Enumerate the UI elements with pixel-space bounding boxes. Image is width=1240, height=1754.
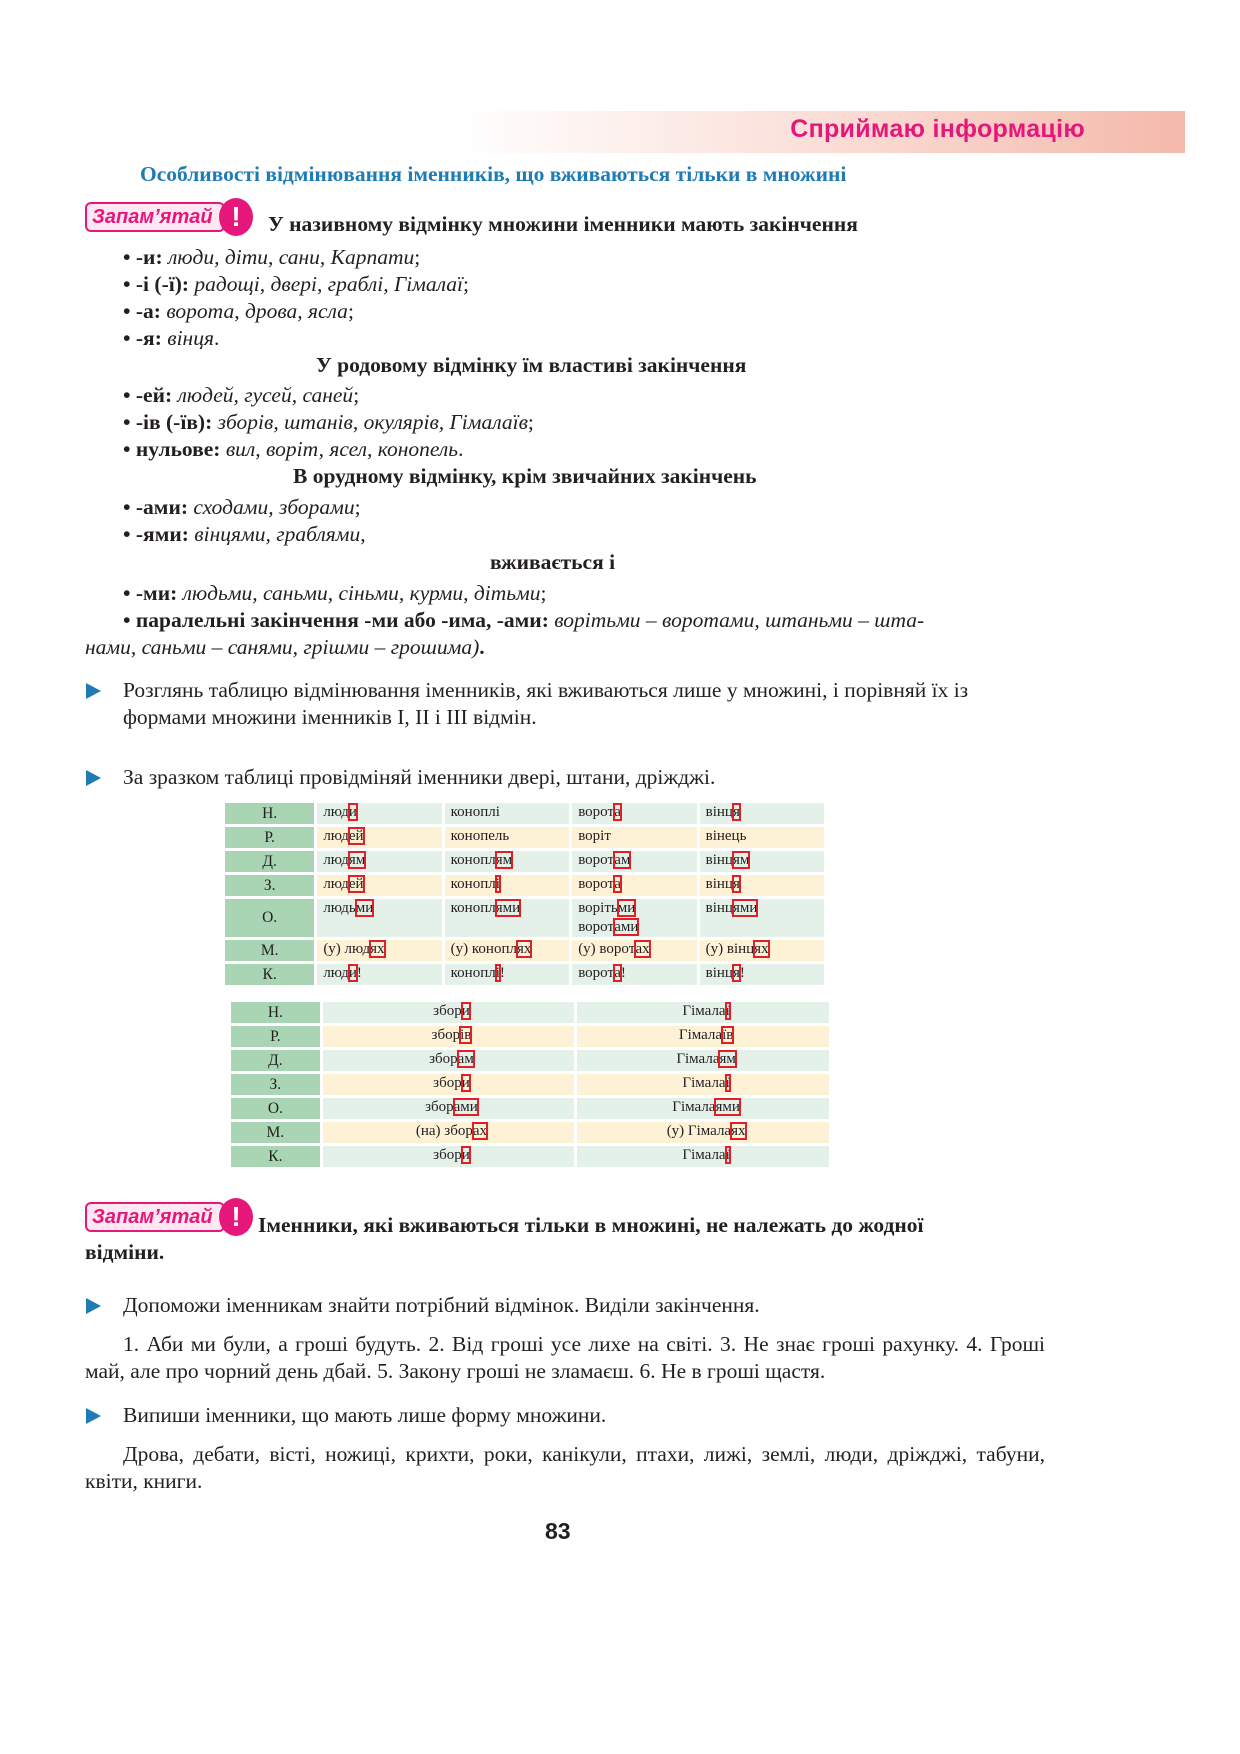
word-ending: и <box>461 1075 470 1091</box>
word-stem: конопель <box>450 828 510 844</box>
word-ending: ми <box>355 900 374 916</box>
remember-label: Запам’ятай <box>85 202 225 232</box>
word-ending: а <box>614 804 621 820</box>
case-label: З. <box>225 875 314 896</box>
table-cell <box>317 899 441 937</box>
list-item: • нульове: вил, воріт, ясел, конопель. <box>123 437 464 461</box>
case-label: Р. <box>231 1026 320 1047</box>
remember-label: Запам’ятай <box>85 1202 225 1232</box>
word-ending: ям <box>348 852 366 868</box>
word-ending: ях <box>731 1123 746 1139</box>
case-label: О. <box>231 1098 320 1119</box>
table-row <box>231 1122 829 1143</box>
parallel-endings-line1: • паралельні закінчення -ми або -има, -ами: ворітьми – воротами, штаньми – шта- <box>123 608 925 632</box>
word-ending: ами <box>453 1099 478 1115</box>
word-stem: (на) збор <box>415 1123 473 1139</box>
task-arrow-icon <box>86 1298 101 1314</box>
word-ending: ей <box>348 828 364 844</box>
section-title: Особливості відмінювання іменників, що вживаються тільки в множині <box>140 162 847 186</box>
word-stem: коноплі <box>450 804 500 820</box>
table-cell <box>577 1074 829 1095</box>
task-arrow-icon <box>86 683 101 699</box>
table-row <box>225 803 824 824</box>
word-ending: а <box>614 876 621 892</box>
table-cell <box>572 964 696 985</box>
word-ending: ях <box>370 941 385 957</box>
rule-no-declension-line2: відміни. <box>85 1240 165 1264</box>
word-ending: и <box>461 1003 470 1019</box>
word-ending: я <box>732 804 740 820</box>
exclamation-icon: ! <box>219 1198 253 1236</box>
word-stem: вінц <box>705 852 733 868</box>
word-stem: конопл <box>450 900 496 916</box>
table-row <box>225 827 824 848</box>
table-cell <box>317 964 441 985</box>
word-ending: їв <box>722 1027 734 1043</box>
word-stem: збор <box>429 1051 458 1067</box>
word-stem: Гімала <box>676 1051 720 1067</box>
word-stem: люд <box>323 876 349 892</box>
table-row <box>231 1146 829 1167</box>
table-cell <box>323 1074 575 1095</box>
table-cell <box>445 899 570 937</box>
table-cell <box>577 1002 829 1023</box>
word-ending: ам <box>457 1051 474 1067</box>
banner-title: Сприймаю інформацію <box>790 115 1085 143</box>
table-cell <box>572 827 696 848</box>
word-stem: (у) Гімала <box>666 1123 732 1139</box>
task-find-case: Допоможи іменникам знайти потрібний відмінок. Виділи закінчення. <box>123 1293 760 1317</box>
table-cell <box>577 1050 829 1071</box>
word-ending: і <box>495 876 500 892</box>
table-cell <box>317 803 441 824</box>
table-row <box>231 1098 829 1119</box>
table-cell <box>577 1098 829 1119</box>
word-ending: я <box>732 876 740 892</box>
word-ending: ям <box>732 852 750 868</box>
word-ending: ях <box>754 941 769 957</box>
word-stem: вінець <box>705 828 747 844</box>
list-item: • -я: вінця. <box>123 326 220 350</box>
table-cell <box>445 964 570 985</box>
word-stem: (у) люд <box>323 941 371 957</box>
case-label: Д. <box>231 1050 320 1071</box>
word-stem: вінц <box>705 876 733 892</box>
word-ending: ях <box>516 941 532 957</box>
list-item: • -ми: людьми, саньми, сіньми, курми, дітьми; <box>123 581 547 605</box>
word-stem: збор <box>431 1027 461 1043</box>
table-cell <box>700 875 824 896</box>
list-item: • -ами: сходами, зборами; <box>123 495 361 519</box>
word-stem: ворот <box>578 919 615 935</box>
word-stem: збор <box>433 1075 462 1091</box>
word-ending: и <box>348 965 357 981</box>
list-item: • -ів (-їв): зборів, штанів, окулярів, Гімалаїв; <box>123 410 534 434</box>
table-row <box>225 899 824 937</box>
word-ending: ї <box>725 1075 730 1091</box>
word-stem: Гімала <box>682 1075 726 1091</box>
case-label: К. <box>225 964 314 985</box>
table-cell <box>445 851 570 872</box>
word-ending: ах <box>472 1123 488 1139</box>
word-ending: ами <box>614 919 639 935</box>
parallel-endings-line2: нами, саньми – санями, грішми – грошима). <box>85 635 485 659</box>
list-item: • -і (-ї): радощі, двері, граблі, Гімалаї; <box>123 272 469 296</box>
word-ending: ам <box>614 852 631 868</box>
table-cell <box>317 940 441 961</box>
table-cell <box>317 827 441 848</box>
word-stem: вінц <box>705 804 733 820</box>
rule-nominative-heading: У називному відмінку множини іменники мають закінчення <box>268 212 858 236</box>
exclamation-icon: ! <box>219 198 253 236</box>
table-cell <box>323 1098 575 1119</box>
table-row <box>225 851 824 872</box>
word-stem: конопл <box>450 876 496 892</box>
table-cell <box>323 1050 575 1071</box>
declension-table-1 <box>222 800 827 988</box>
list-item: • -и: люди, діти, сани, Карпати; <box>123 245 421 269</box>
table-cell <box>323 1026 575 1047</box>
table-cell <box>700 940 824 961</box>
genitive-heading: У родовому відмінку їм властиві закінчення <box>316 353 747 377</box>
word-stem: (у) ворот <box>578 941 636 957</box>
word-stem: ворот <box>578 965 615 981</box>
declension-table-2 <box>228 999 832 1170</box>
task-arrow-icon <box>86 1408 101 1424</box>
case-label: М. <box>231 1122 320 1143</box>
table-cell <box>323 1122 575 1143</box>
word-stem: люд <box>323 804 349 820</box>
table-cell <box>317 875 441 896</box>
words-exercise: Дрова, дебати, вісті, ножиці, крихти, роки, канікули, птахи, лижі, землі, люди, дріжджі, табуни, квіти, книги. <box>85 1442 1045 1493</box>
table-cell <box>572 851 696 872</box>
word-stem: збор <box>425 1099 454 1115</box>
word-stem: Гімала <box>682 1147 726 1163</box>
word-stem: людь <box>323 900 356 916</box>
word-ending: ями <box>732 900 758 916</box>
task-write-out: Випиши іменники, що мають лише форму множини. <box>123 1403 607 1427</box>
word-ending: ї <box>725 1003 730 1019</box>
table-cell <box>323 1146 575 1167</box>
word-stem: люд <box>323 828 349 844</box>
word-stem: Гімала <box>682 1003 726 1019</box>
table-row <box>225 964 824 985</box>
word-stem: ворот <box>578 876 615 892</box>
word-ending: ями <box>495 900 521 916</box>
table-cell <box>572 803 696 824</box>
table-cell <box>700 827 824 848</box>
table-cell <box>572 940 696 961</box>
word-stem: конопл <box>450 965 496 981</box>
word-stem: люд <box>323 965 349 981</box>
word-ending: и <box>461 1147 470 1163</box>
word-stem: Гімала <box>678 1027 723 1043</box>
rule-no-declension-line1: Іменники, які вживаються тільки в множині, не належать до жодної <box>258 1213 924 1237</box>
task-decline-nouns: За зразком таблиці провідміняй іменники двері, штани, дріжджі. <box>123 765 716 789</box>
case-label: Н. <box>231 1002 320 1023</box>
table-cell <box>445 875 570 896</box>
word-ending: ей <box>348 876 364 892</box>
table-cell <box>445 940 570 961</box>
punctuation: ! <box>356 965 362 981</box>
table-cell <box>700 899 824 937</box>
table-cell <box>577 1146 829 1167</box>
word-stem: (у) вінц <box>705 941 755 957</box>
table-row <box>225 875 824 896</box>
case-label: М. <box>225 940 314 961</box>
punctuation: ! <box>499 965 505 981</box>
word-stem: ворот <box>578 804 615 820</box>
task-compare-table: Розглянь таблицю відмінювання іменників, які вживаються лише у множині, і порівняй їх із формами множини іменників І, ІІ і ІІІ відмін. <box>123 678 969 729</box>
word-stem: ворот <box>578 852 615 868</box>
list-item: • -а: ворота, дрова, ясла; <box>123 299 354 323</box>
word-ending: а <box>614 965 621 981</box>
word-ending: ями <box>715 1099 740 1115</box>
word-stem: воріт <box>578 828 611 844</box>
case-label: Н. <box>225 803 314 824</box>
table-cell <box>700 964 824 985</box>
section-banner <box>455 111 1185 153</box>
table-row <box>231 1050 829 1071</box>
word-ending: ів <box>460 1027 472 1043</box>
word-stem: збор <box>433 1003 462 1019</box>
word-ending: ах <box>635 941 650 957</box>
word-ending: я <box>732 965 740 981</box>
list-item: • -ями: вінцями, граблями, <box>123 522 366 546</box>
word-stem: конопл <box>450 852 496 868</box>
word-ending: ям <box>719 1051 736 1067</box>
word-ending: и <box>348 804 357 820</box>
table-row <box>231 1026 829 1047</box>
punctuation: ! <box>739 965 745 981</box>
word-stem: вінц <box>705 965 733 981</box>
word-stem: збор <box>433 1147 462 1163</box>
word-ending: і <box>495 965 500 981</box>
table-cell <box>577 1026 829 1047</box>
table-cell <box>577 1122 829 1143</box>
table-cell <box>323 1002 575 1023</box>
also-used-heading: вживається і <box>490 550 616 574</box>
case-label: З. <box>231 1074 320 1095</box>
table-row <box>231 1074 829 1095</box>
table-cell <box>700 803 824 824</box>
proverbs-exercise: 1. Аби ми були, а гроші будуть. 2. Від гроші усе лихе на світі. 3. Не знає гроші рахунку. 4. Гроші май, але про чорний день дбай. 5. Закону гроші не зламаєш. 6. Не в гроші щастя. <box>85 1332 1045 1383</box>
word-stem: вінц <box>705 900 733 916</box>
task-arrow-icon <box>86 770 101 786</box>
list-item: • -ей: людей, гусей, саней; <box>123 383 360 407</box>
punctuation: ! <box>620 965 626 981</box>
table-row <box>231 1002 829 1023</box>
case-label: О. <box>225 899 314 937</box>
case-label: Р. <box>225 827 314 848</box>
word-stem: люд <box>323 852 349 868</box>
word-stem: воріть <box>578 900 618 916</box>
word-stem: Гімала <box>672 1099 716 1115</box>
word-ending: ям <box>495 852 513 868</box>
table-cell <box>572 875 696 896</box>
table-row <box>225 940 824 961</box>
page-number: 83 <box>545 1518 571 1544</box>
table-cell <box>445 827 570 848</box>
instrumental-heading: В орудному відмінку, крім звичайних закінчень <box>293 464 757 488</box>
table-cell <box>317 851 441 872</box>
word-ending: ї <box>725 1147 730 1163</box>
word-stem: (у) конопл <box>450 941 517 957</box>
case-label: К. <box>231 1146 320 1167</box>
case-label: Д. <box>225 851 314 872</box>
word-ending: ми <box>617 900 636 916</box>
table-cell <box>572 899 696 937</box>
table-cell <box>700 851 824 872</box>
table-cell <box>445 803 570 824</box>
